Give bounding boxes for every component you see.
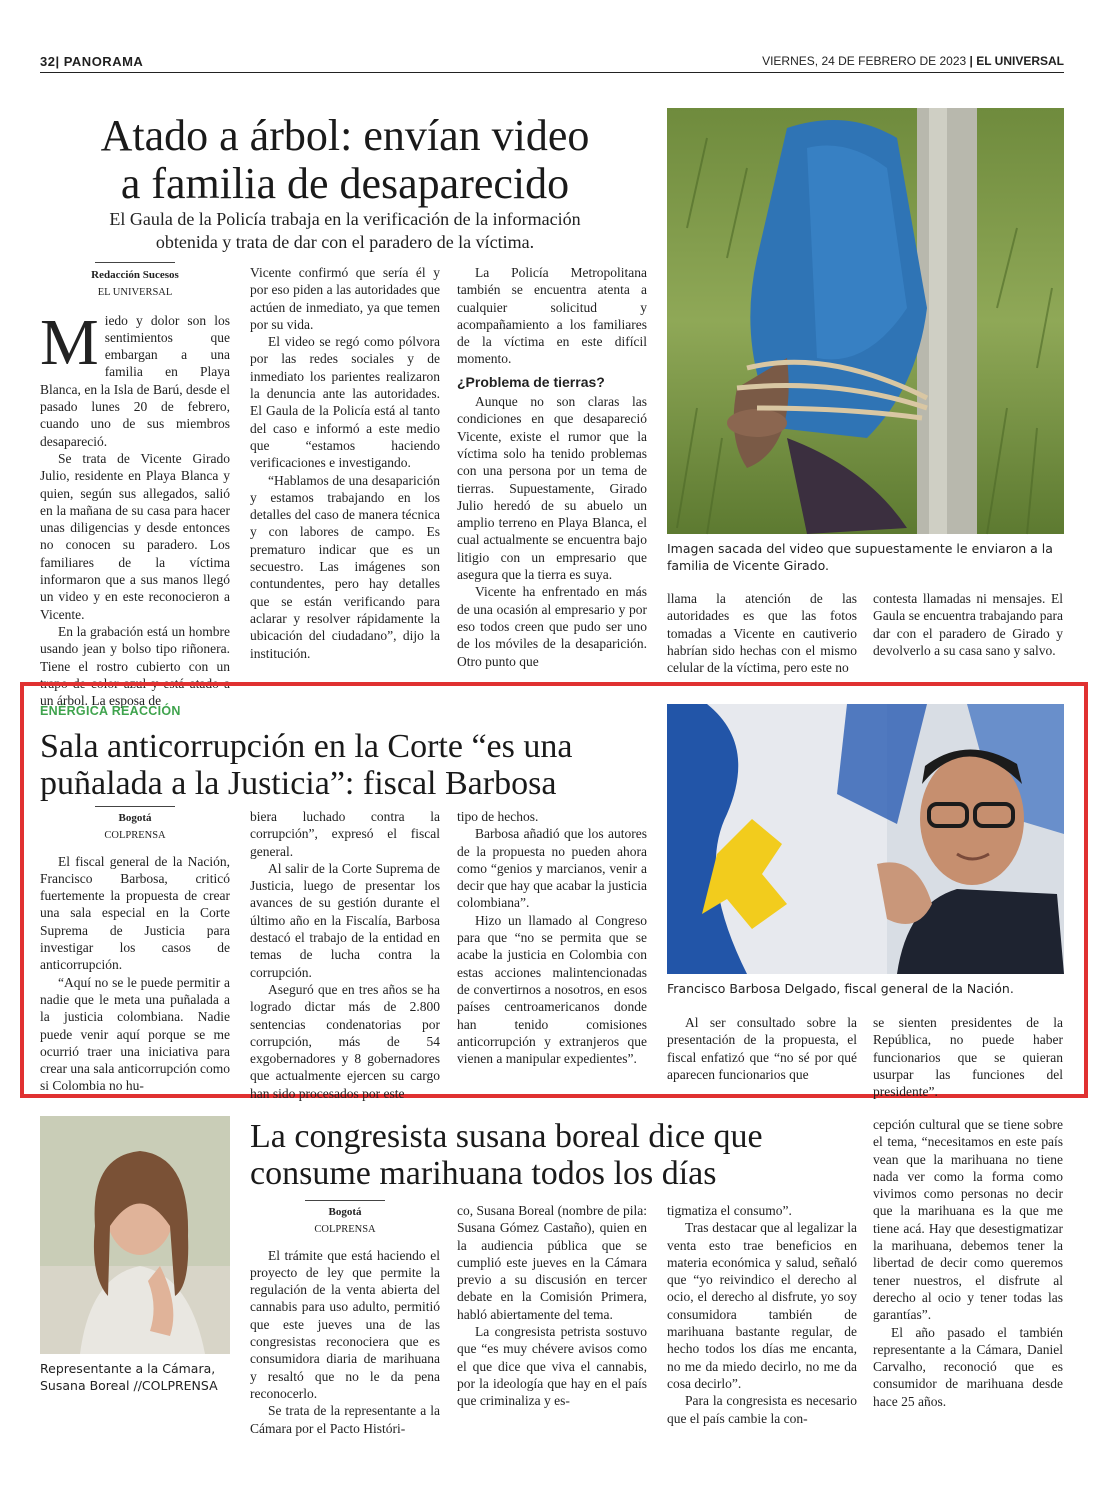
article2-headline: Sala anticorrupción en la Corte “es una puñalada a la Justicia”: fiscal Barbosa	[40, 728, 573, 803]
article3-byline: Bogotá COLPRENSA	[314, 1206, 376, 1236]
article1-column-3: La Policía Metropolitana también se encuentra atenta a cualquier solicitud y acompañamiento a los familiares de la víctima en este difícil momento. ¿Problema de tierras? Aunque no son claras las condiciones en que desapareció Vicente, existe el rumor que la víctima solo ha tenido problemas con una persona por un tema de tierras. Supuestamente, Girado Julio heredó de su abuelo un amplio terreno en Playa Blanca, el cual actualmente se encuentra bajo litigio con un empresario que asegura que la tierra es suya. Vicente ha enfrentado en más de una ocasión al empresario y por eso todos creen que pudo ser uno de los móviles de la desaparición. Otro punto que	[457, 265, 647, 669]
article2-byline: Bogotá COLPRENSA	[104, 812, 166, 842]
issue-date: VIERNES, 24 DE FEBRERO DE 2023	[762, 54, 967, 68]
byline-rule	[95, 806, 175, 807]
article3-column-4: cepción cultural que se tiene sobre el tema, “necesitamos en este país vean que la marihuana no tiene nada ver como la forma como vivimos como personas no decir que la marihuana es la que me tiene acá. Hay que desestigmatizar la marihuana, debemos tener la libertad de decir como queremos tener nuestros, el disfrute al derecho al ocio y tener todas las garantías”. El año pasado el también representante a la Cámara, Daniel Carvalho, reconoció que es consumidor de marihuana desde hace 25 años.	[873, 1117, 1063, 1409]
page-section-label: 32| PANORAMA	[40, 54, 144, 69]
article1-column-4: llama la atención de las autoridades es que las fotos tomadas a Vicente en cautiverio habrían sido hechas con el mismo celular de la víctima, pero este no	[667, 591, 857, 676]
article1-byline: Redacción Sucesos EL UNIVERSAL	[91, 269, 179, 299]
article3-photo	[40, 1116, 230, 1354]
article1-headline: Atado a árbol: envían video a familia de desaparecido	[100, 111, 590, 208]
article1-column-5: contesta llamadas ni mensajes. El Gaula se encuentra trabajando para dar con el paradero de Girado y devolverlo a su casa sano y salvo.	[873, 591, 1063, 658]
article3-column-2: co, Susana Boreal (nombre de pila: Susana Gómez Castaño), quien en la audiencia pública que se cumplió este jueves en la Cámara previo a su discusión en tercer debate en la Comisión Primera, habló abiertamente del tema. La congresista petrista sostuvo que “es muy chévere avisos como el que dice que viva el cannabis, por la ideología que hay en el país que criminaliza y es-	[457, 1203, 647, 1409]
fiscal-portrait-photo	[667, 704, 1064, 974]
dropcap: M	[40, 305, 99, 379]
article3-column-1: Bogotá COLPRENSA El trámite que está haciendo el proyecto de ley que permite la regulación de la venta abierta del cannabis para uso adulto, permitió que este jueves una de las congresistas reconociera que es consumidora diaria de marihuana y resaltó que no le da pena reconocerlo. Se trata de la representante a la Cámara por el Pacto Históri-	[250, 1200, 440, 1478]
photo-credit: //COLPRENSA	[133, 1378, 218, 1393]
bound-person-photo	[667, 108, 1064, 534]
article1-column-1: Redacción Sucesos EL UNIVERSAL Miedo y dolor son los sentimientos que embargan a una familia en Playa Blanca, en la Isla de Barú, desde el pasado lunes 20 de febrero, cuando uno de sus miembros desapareció. Se trata de Vicente Girado Julio, residente en Playa Blanca y quien, según sus allegados, salió en la mañana de su casa para hacer unas diligencias y desde entonces no conocen su paradero. Los familiares de la víctima informaron que a sus manos llegó un video y en este reconocieron a Vicente. En la grabación está un hombre usando jean y bolso tipo riñonera. Tiene el rostro cubierto con un trapo de color azul y está atado a un árbol. La esposa de	[40, 262, 230, 680]
article1-photo-caption: Imagen sacada del video que supuestamente le enviaron a la familia de Vicente Girado.	[667, 541, 1053, 573]
article2-column-1: Bogotá COLPRENSA El fiscal general de la Nación, Francisco Barbosa, criticó fuertemente la propuesta de crear una sala especial en la Corte Suprema de Justicia para investigar los casos de anticorrupción. “Aquí no se le puede permitir a nadie que le meta una puñalada a la justicia colombiana. Nadie puede venir aquí porque se me ocurrió traer una iniciativa para crear una sala anticorrupción como si Colombia no hu-	[40, 806, 230, 1091]
article2-photo	[667, 704, 1064, 974]
newspaper-name: | EL UNIVERSAL	[969, 54, 1064, 68]
article3-photo-caption: Representante a la Cámara, Susana Boreal //COLPRENSA	[40, 1361, 218, 1393]
article1-subhead: ¿Problema de tierras?	[457, 373, 605, 390]
byline-rule	[95, 262, 175, 263]
article1-deck: El Gaula de la Policía trabaja en la verificación de la información obtenida y trata de dar con el paradero de la víctima.	[109, 209, 581, 253]
article2-column-3: tipo de hechos. Barbosa añadió que los autores de la propuesta no pueden ahora como “genios y marcianos, venir a decir que hay que acabar la justicia colombiana”. Hizo un llamado al Congreso para que “no se permita que se acabe la justicia en Colombia con estas acciones malintencionadas de convertirnos a nosotros, en esos países centroamericanos donde han tenido comisiones anticorrupción y extranjeros que vienen a manipular expedientes”.	[457, 809, 647, 1067]
byline-rule	[305, 1200, 385, 1201]
congresista-portrait-photo	[40, 1116, 230, 1354]
article3-headline: La congresista susana boreal dice que consume marihuana todos los días	[250, 1118, 763, 1193]
article2-column-2: biera luchado contra la corrupción”, expresó el fiscal general. Al salir de la Corte Suprema de Justicia, luego de presentar los avances de su gestión durante el último año en la Fiscalía, Barbosa destacó el trabajo de la entidad en temas de lucha contra la corrupción. Aseguró que en tres años se ha logrado dictar más de 2.800 sentencias condenatorias por corrupción, más de 54 exgobernadores y 8 gobernadores que actualmente ejercen su cargo han sido procesados por este	[250, 809, 440, 1101]
page-date-line	[762, 54, 1064, 68]
article2-photo-caption: Francisco Barbosa Delgado, fiscal general de la Nación.	[667, 981, 1014, 996]
article2-column-5: se sienten presidentes de la República, no puede haber funcionarios que se quieran usurpar las funciones del presidente”.	[873, 1015, 1063, 1100]
article1-column-2: Vicente confirmó que sería él y por eso piden a las autoridades que actúen de inmediato, ya que temen por su vida. El video se regó como pólvora por las redes sociales y de inmediato los parientes realizaron la denuncia ante las autoridades. El Gaula de la Policía está al tanto del caso e informó a este medio que “estamos haciendo verificaciones e investigando. “Hablamos de una desaparición y estamos trabajando en los detalles del caso de manera técnica y con labores de campo. Es prematuro indicar que es un secuestro. Las imágenes son contundentes, pero hay detalles que se están verificando para aclarar y resolver rápidamente la ubicación del ciudadano”, dijo la institución.	[250, 265, 440, 661]
article1-photo	[667, 108, 1064, 534]
article3-column-3: tigmatiza el consumo”. Tras destacar que al legalizar la venta esto trae beneficios en materia económica y salud, señaló que “yo reivindico el derecho al ocio, el derecho al disfrute, yo soy consumidora también de marihuana bastante regular, de hecho todos los días me encanta, no me da miedo decirlo, no me da cosa decirlo”. Para la congresista es necesario que el país cambie la con-	[667, 1203, 857, 1426]
article2-kicker: ENÉRGICA REACCIÓN	[40, 704, 181, 718]
header-rule	[40, 72, 1064, 73]
article2-column-4: Al ser consultado sobre la presentación de la propuesta, el fiscal enfatizó que “no sé por qué aparecen funcionarios que	[667, 1015, 857, 1082]
